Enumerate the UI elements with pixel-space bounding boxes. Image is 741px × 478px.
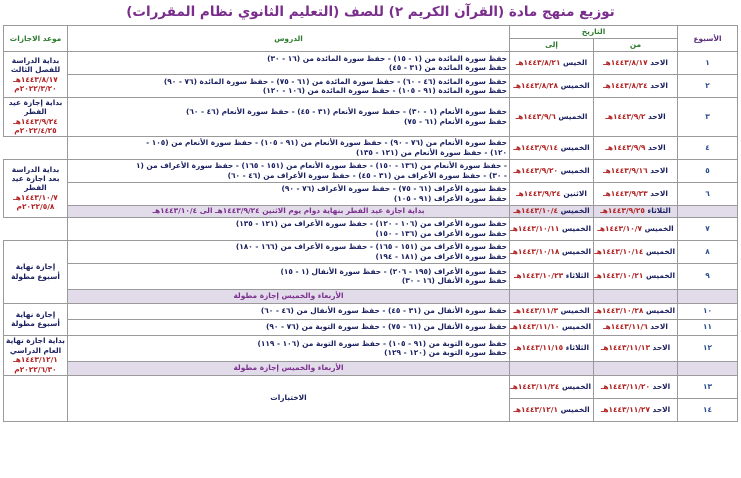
to-date-cell — [510, 159, 594, 182]
empty-holiday-cell — [4, 375, 68, 421]
from-day: الاحد — [648, 142, 666, 152]
lesson-line: حفظ سورة التوبة من (٩١ - ١٠٥) - حفظ سورة التوبة من (١٠٦ - ١١٩) — [257, 338, 507, 348]
holiday-cell — [4, 335, 68, 375]
eid-from-day: الثلاثاء — [647, 206, 671, 216]
from-date: ١٤٤٣/١١/٢٧هـ — [600, 404, 650, 414]
eid-break-note: بداية اجازة عيد الفطر بنهاية دوام يوم الاثنين ١٤٤٣/٩/٢٤هـ الى ١٤٤٣/١٠/٤هـ — [68, 205, 510, 217]
table-row — [4, 75, 738, 98]
table-row — [4, 182, 738, 205]
to-day: الخميس — [560, 404, 590, 414]
from-day: الاحد — [652, 343, 671, 353]
to-date-cell — [510, 182, 594, 205]
to-date: ١٤٤٣/٨/٢٨هـ — [513, 81, 558, 91]
to-date-cell — [510, 375, 594, 398]
to-day: الخميس — [561, 223, 591, 233]
header-week: الأسبوع — [678, 26, 738, 52]
holiday-hijri-date: ١٤٤٣/٨/١٧هـ — [13, 74, 58, 84]
to-date: ١٤٤٣/١١/٣هـ — [513, 306, 558, 316]
holiday-title: إجازة نهاية أسبوع مطولة — [11, 309, 60, 329]
from-date-cell — [594, 240, 678, 263]
table-row — [4, 136, 738, 159]
from-day: الاحد — [650, 165, 668, 175]
table-row — [4, 303, 738, 319]
from-date-cell — [594, 303, 678, 319]
eid-from-cell — [594, 205, 678, 217]
lesson-line: حفظ سورة الأنعام من (٧٦ - ٩٠) - حفظ سورة الأنعام من (٩١ - ١٠٥) - حفظ سورة الأنعام من (١٠٥ - — [146, 138, 507, 148]
lesson-line: حفظ سورة الأعراف من (١٠٦ - ١٢٠) - حفظ سورة الأعراف من (١٢١ - ١٣٥) — [235, 219, 507, 229]
header-from: من — [594, 39, 678, 52]
to-date: ١٤٤٣/١١/١٥هـ — [514, 343, 564, 353]
from-date: ١٤٤٣/١٠/١٤هـ — [594, 246, 644, 256]
eid-from-date: ١٤٤٣/٩/٢٥هـ — [600, 206, 645, 216]
from-date: ١٤٤٣/٩/٢هـ — [605, 112, 646, 122]
from-day: الخميس — [645, 306, 675, 316]
to-day: الخميس — [560, 165, 590, 175]
to-date-cell — [510, 263, 594, 289]
to-day: الخميس — [560, 306, 590, 316]
header-row — [4, 26, 738, 39]
lessons-cell — [68, 335, 510, 361]
from-date-cell — [594, 217, 678, 240]
to-date-cell — [510, 335, 594, 361]
week-number: ٨ — [678, 240, 738, 263]
to-date: ١٤٤٣/٩/٢٤هـ — [516, 188, 561, 198]
to-day: الخميس — [560, 142, 590, 152]
page-title: توزيع منهج مادة (القرآن الكريم ٢) للصف (التعليم الثانوي نظام المقررات) — [126, 4, 615, 20]
to-date-cell — [510, 319, 594, 335]
from-date-cell — [594, 159, 678, 182]
table-row — [4, 335, 738, 361]
week-number: ١ — [678, 52, 738, 75]
to-day: الثلاثاء — [565, 343, 589, 353]
lesson-line: حفظ سورة الأنفال من (٦١ - ٧٥) - حفظ سورة التوبة من (٧٦ - ٩٠) — [265, 322, 507, 332]
note-empty-cell — [594, 361, 678, 375]
week-number: ١٢ — [678, 335, 738, 361]
from-date-cell — [594, 319, 678, 335]
week-number: ٩ — [678, 263, 738, 289]
to-date-cell — [510, 217, 594, 240]
holiday-hijri-date: ١٤٤٣/١٢/١هـ — [13, 355, 58, 365]
table-row — [4, 319, 738, 335]
table-row — [4, 263, 738, 289]
from-date: ١٤٤٣/١٠/٢١هـ — [594, 271, 644, 281]
to-day: الخميس — [561, 322, 591, 332]
to-date: ١٤٤٣/٩/١٤هـ — [513, 142, 558, 152]
header-to: إلى — [510, 39, 594, 52]
lesson-line: ١٢٠) - حفظ سورة الأنعام من (١٢١ - ١٣٥) — [356, 147, 507, 157]
holiday-title: إجازة نهاية أسبوع مطولة — [11, 262, 60, 281]
lesson-line: حفظ سورة الأنعام (٦١ - ٧٥) — [403, 116, 507, 126]
note-empty-cell — [510, 289, 594, 303]
lessons-cell — [68, 240, 510, 263]
note-empty-cell — [678, 205, 738, 217]
lessons-cell — [68, 136, 510, 159]
long-weekend-note: الأربعاء والخميس إجازة مطولة — [68, 289, 510, 303]
week-number: ١٣ — [678, 375, 738, 398]
to-date-cell — [510, 398, 594, 421]
to-date: ١٤٤٣/١٠/٢٣هـ — [514, 271, 564, 281]
note-empty-cell — [678, 361, 738, 375]
from-date: ١٤٤٣/١١/٦هـ — [603, 322, 648, 332]
from-day: الاحد — [652, 404, 671, 414]
from-date-cell — [594, 375, 678, 398]
holiday-title: بداية الدراسة بعد اجازة عيد الفطر — [11, 164, 60, 193]
lesson-line: حفظ سورة المائدة من (٣١ - ٤٥) — [388, 63, 507, 72]
to-date-cell — [510, 240, 594, 263]
from-day: الخميس — [644, 223, 674, 233]
holiday-gregorian-date: ٢٠٢٢/٦/٣٠م — [14, 364, 57, 374]
to-date-cell — [510, 98, 594, 137]
lessons-cell — [68, 159, 510, 182]
lesson-line: حفظ سورة الأعراف (١٩٥ - ٢٠٦) - حفظ سورة الأنفال (١ - ١٥) — [280, 266, 507, 276]
holiday-cell — [4, 159, 68, 217]
note-empty-cell — [510, 361, 594, 375]
week-number: ٦ — [678, 182, 738, 205]
to-date: ١٤٤٣/١٢/١هـ — [513, 404, 558, 414]
holiday-title: بداية إجازة عيد الفطر — [8, 98, 63, 117]
schedule-body — [4, 26, 738, 422]
table-row — [4, 375, 738, 398]
from-date: ١٤٤٣/٨/٢٤هـ — [603, 81, 648, 91]
holiday-title: بداية الدراسة للفصل الثالث — [10, 55, 61, 75]
from-date: ١٤٤٣/٩/٢٣هـ — [603, 188, 648, 198]
table-row — [4, 217, 738, 240]
from-day: الاحد — [652, 381, 671, 391]
lesson-line: حفظ سورة الأعراف (٦١ - ٧٥) - حفظ سورة الأعراف (٧٦ - ٩٠) — [281, 184, 507, 194]
to-day: الخميس — [561, 246, 591, 256]
lessons-cell — [68, 263, 510, 289]
week-number: ١٠ — [678, 303, 738, 319]
week-number: ٧ — [678, 217, 738, 240]
lesson-line: حفظ سورة التوبة من (١٢٠ - ١٢٩) — [384, 348, 507, 358]
from-date-cell — [594, 98, 678, 137]
week-number: ٤ — [678, 136, 738, 159]
lesson-line: حفظ سورة الأنعام (١ - ٣٠) - حفظ سورة الأنعام (٣١ - ٤٥) - حفظ سورة الأنعام (٤٦ - ٦٠) — [186, 107, 507, 117]
week-number: ٣ — [678, 98, 738, 137]
lesson-line: حفظ سورة الأعراف من (١٣٦ - ١٥٠) — [375, 228, 507, 238]
from-day: الاحد — [650, 188, 668, 198]
from-date-cell — [594, 263, 678, 289]
schedule-table — [3, 25, 738, 422]
holiday-cell — [4, 98, 68, 137]
lesson-line: حفظ سورة المائدة من (١ - ١٥) - حفظ سورة المائدة من (١٦ - ٣٠) — [267, 53, 507, 63]
to-date-cell — [510, 75, 594, 98]
from-day: الاحد — [648, 112, 666, 122]
from-day: الاحد — [650, 81, 668, 91]
to-date: ١٤٤٣/١٠/١٨هـ — [510, 246, 560, 256]
from-day: الخميس — [645, 271, 675, 281]
long-weekend-row — [4, 361, 738, 375]
lessons-cell — [68, 217, 510, 240]
to-date: ١٤٤٣/٨/٢١هـ — [515, 58, 561, 68]
header-holidays: موعد الاجازات — [4, 26, 68, 52]
eid-break-row — [4, 205, 738, 217]
week-number: ١١ — [678, 319, 738, 335]
long-weekend-row — [4, 289, 738, 303]
from-date: ١٤٤٣/٨/١٧هـ — [603, 58, 648, 68]
table-row — [4, 240, 738, 263]
lesson-line: حفظ سورة الأنفال (١٦ - ٣٠) — [401, 276, 507, 286]
lesson-line: - ٣٠) - حفظ سورة الأعراف من (٣١ - ٤٥) - حفظ سورة الأعراف من (٤٦ - ٦٠) — [227, 170, 507, 180]
lessons-cell — [68, 319, 510, 335]
to-date: ١٤٤٣/٩/٦هـ — [515, 112, 556, 122]
lesson-line: حفظ سورة الأعراف من (١٨١ - ١٩٤) — [375, 251, 507, 261]
to-date-cell — [510, 136, 594, 159]
holiday-cell — [4, 240, 68, 303]
lesson-line: حفظ سورة المائدة (٩١ - ١٠٥) - حفظ سورة المائدة من (١٠٦ - ١٢٠) — [262, 86, 507, 95]
holiday-hijri-date: ١٤٤٣/١٠/٧هـ — [13, 192, 58, 202]
from-day: الاحد — [650, 58, 668, 68]
from-date-cell — [594, 136, 678, 159]
from-date: ١٤٤٣/١١/٢٠هـ — [600, 381, 650, 391]
to-day: الاثنين — [563, 188, 587, 198]
from-date-cell — [594, 182, 678, 205]
from-date: ١٤٤٣/١٠/٧هـ — [597, 223, 642, 233]
from-date-cell — [594, 398, 678, 421]
table-row — [4, 159, 738, 182]
lessons-cell — [68, 75, 510, 98]
note-empty-cell — [594, 289, 678, 303]
eid-to-cell — [510, 205, 594, 217]
lessons-cell — [68, 98, 510, 137]
holiday-cell — [4, 303, 68, 335]
note-empty-cell — [678, 289, 738, 303]
lesson-line: حفظ سورة الأنفال من (٣١ - ٤٥) - حفظ سورة الأنفال من (٤٦ - ٦٠) — [260, 306, 507, 316]
lessons-cell — [68, 303, 510, 319]
week-number: ٥ — [678, 159, 738, 182]
from-day: الاحد — [650, 322, 668, 332]
to-day: الخميس — [560, 81, 590, 91]
to-date: ١٤٤٣/١١/٢٤هـ — [510, 381, 560, 391]
eid-to-date: ١٤٤٣/١٠/٤هـ — [513, 206, 558, 216]
lesson-line: - حفظ سورة الأنعام من (١٣٦ - ١٥٠) - حفظ سورة الأنعام من (١٥١ - ١٦٥) - حفظ سورة الأعراف من (١ — [135, 161, 507, 171]
from-date: ١٤٤٣/١٠/٢٨هـ — [594, 306, 644, 316]
from-date-cell — [594, 75, 678, 98]
from-date: ١٤٤٣/٩/١٦هـ — [603, 165, 648, 175]
eid-to-day: الخميس — [560, 206, 590, 216]
to-day: الخميس — [558, 112, 588, 122]
holiday-cell — [4, 52, 68, 98]
lesson-line: حفظ سورة الأعراف (٩١ - ١٠٥) — [393, 193, 507, 203]
from-day: الخميس — [645, 246, 675, 256]
long-weekend-note: الأربعاء والخميس إجازة مطولة — [68, 361, 510, 375]
from-date: ١٤٤٣/١١/١٣هـ — [600, 343, 650, 353]
holiday-gregorian-date: ٢٠٢٢/٤/٢٥م — [14, 126, 57, 136]
lesson-line: حفظ سورة المائدة (٤٦ - ٦٠) - حفظ سورة المائدة من (٦١ - ٧٥) - حفظ سورة المائدة (٧٦ - ٩٠) — [163, 76, 507, 86]
header-lessons: الدروس — [68, 26, 510, 52]
to-date-cell — [510, 303, 594, 319]
from-date-cell — [594, 335, 678, 361]
lessons-cell — [68, 52, 510, 75]
to-day: الثلاثاء — [565, 271, 589, 281]
header-date: التاريخ — [510, 26, 678, 39]
to-day: الخيس — [563, 58, 588, 68]
lesson-line: حفظ سورة الأعراف من (١٥١ - ١٦٥) - حفظ سورة الأعراف من (١٦٦ - ١٨٠) — [235, 242, 507, 252]
to-date: ١٤٤٣/١٠/١١هـ — [510, 223, 560, 233]
to-day: الخميس — [561, 381, 591, 391]
holiday-gregorian-date: ٢٠٢٢/٥/٨م — [16, 202, 55, 212]
table-row — [4, 52, 738, 75]
lessons-cell — [68, 182, 510, 205]
week-number: ١٤ — [678, 398, 738, 421]
holiday-hijri-date: ١٤٤٣/٩/٢٤هـ — [13, 116, 58, 126]
exams-cell: الاختبارات — [68, 375, 510, 421]
table-row — [4, 98, 738, 137]
holiday-title: بداية اجازة نهاية العام الدراسي — [6, 336, 65, 355]
to-date: ١٤٤٣/١١/١٠هـ — [510, 322, 560, 332]
from-date: ١٤٤٣/٩/٩هـ — [605, 142, 646, 152]
to-date: ١٤٤٣/٩/٢٠هـ — [513, 165, 558, 175]
to-date-cell — [510, 52, 594, 75]
holiday-gregorian-date: ٢٠٢٢/٣/٢٠م — [14, 83, 57, 93]
week-number: ٢ — [678, 75, 738, 98]
from-date-cell — [594, 52, 678, 75]
